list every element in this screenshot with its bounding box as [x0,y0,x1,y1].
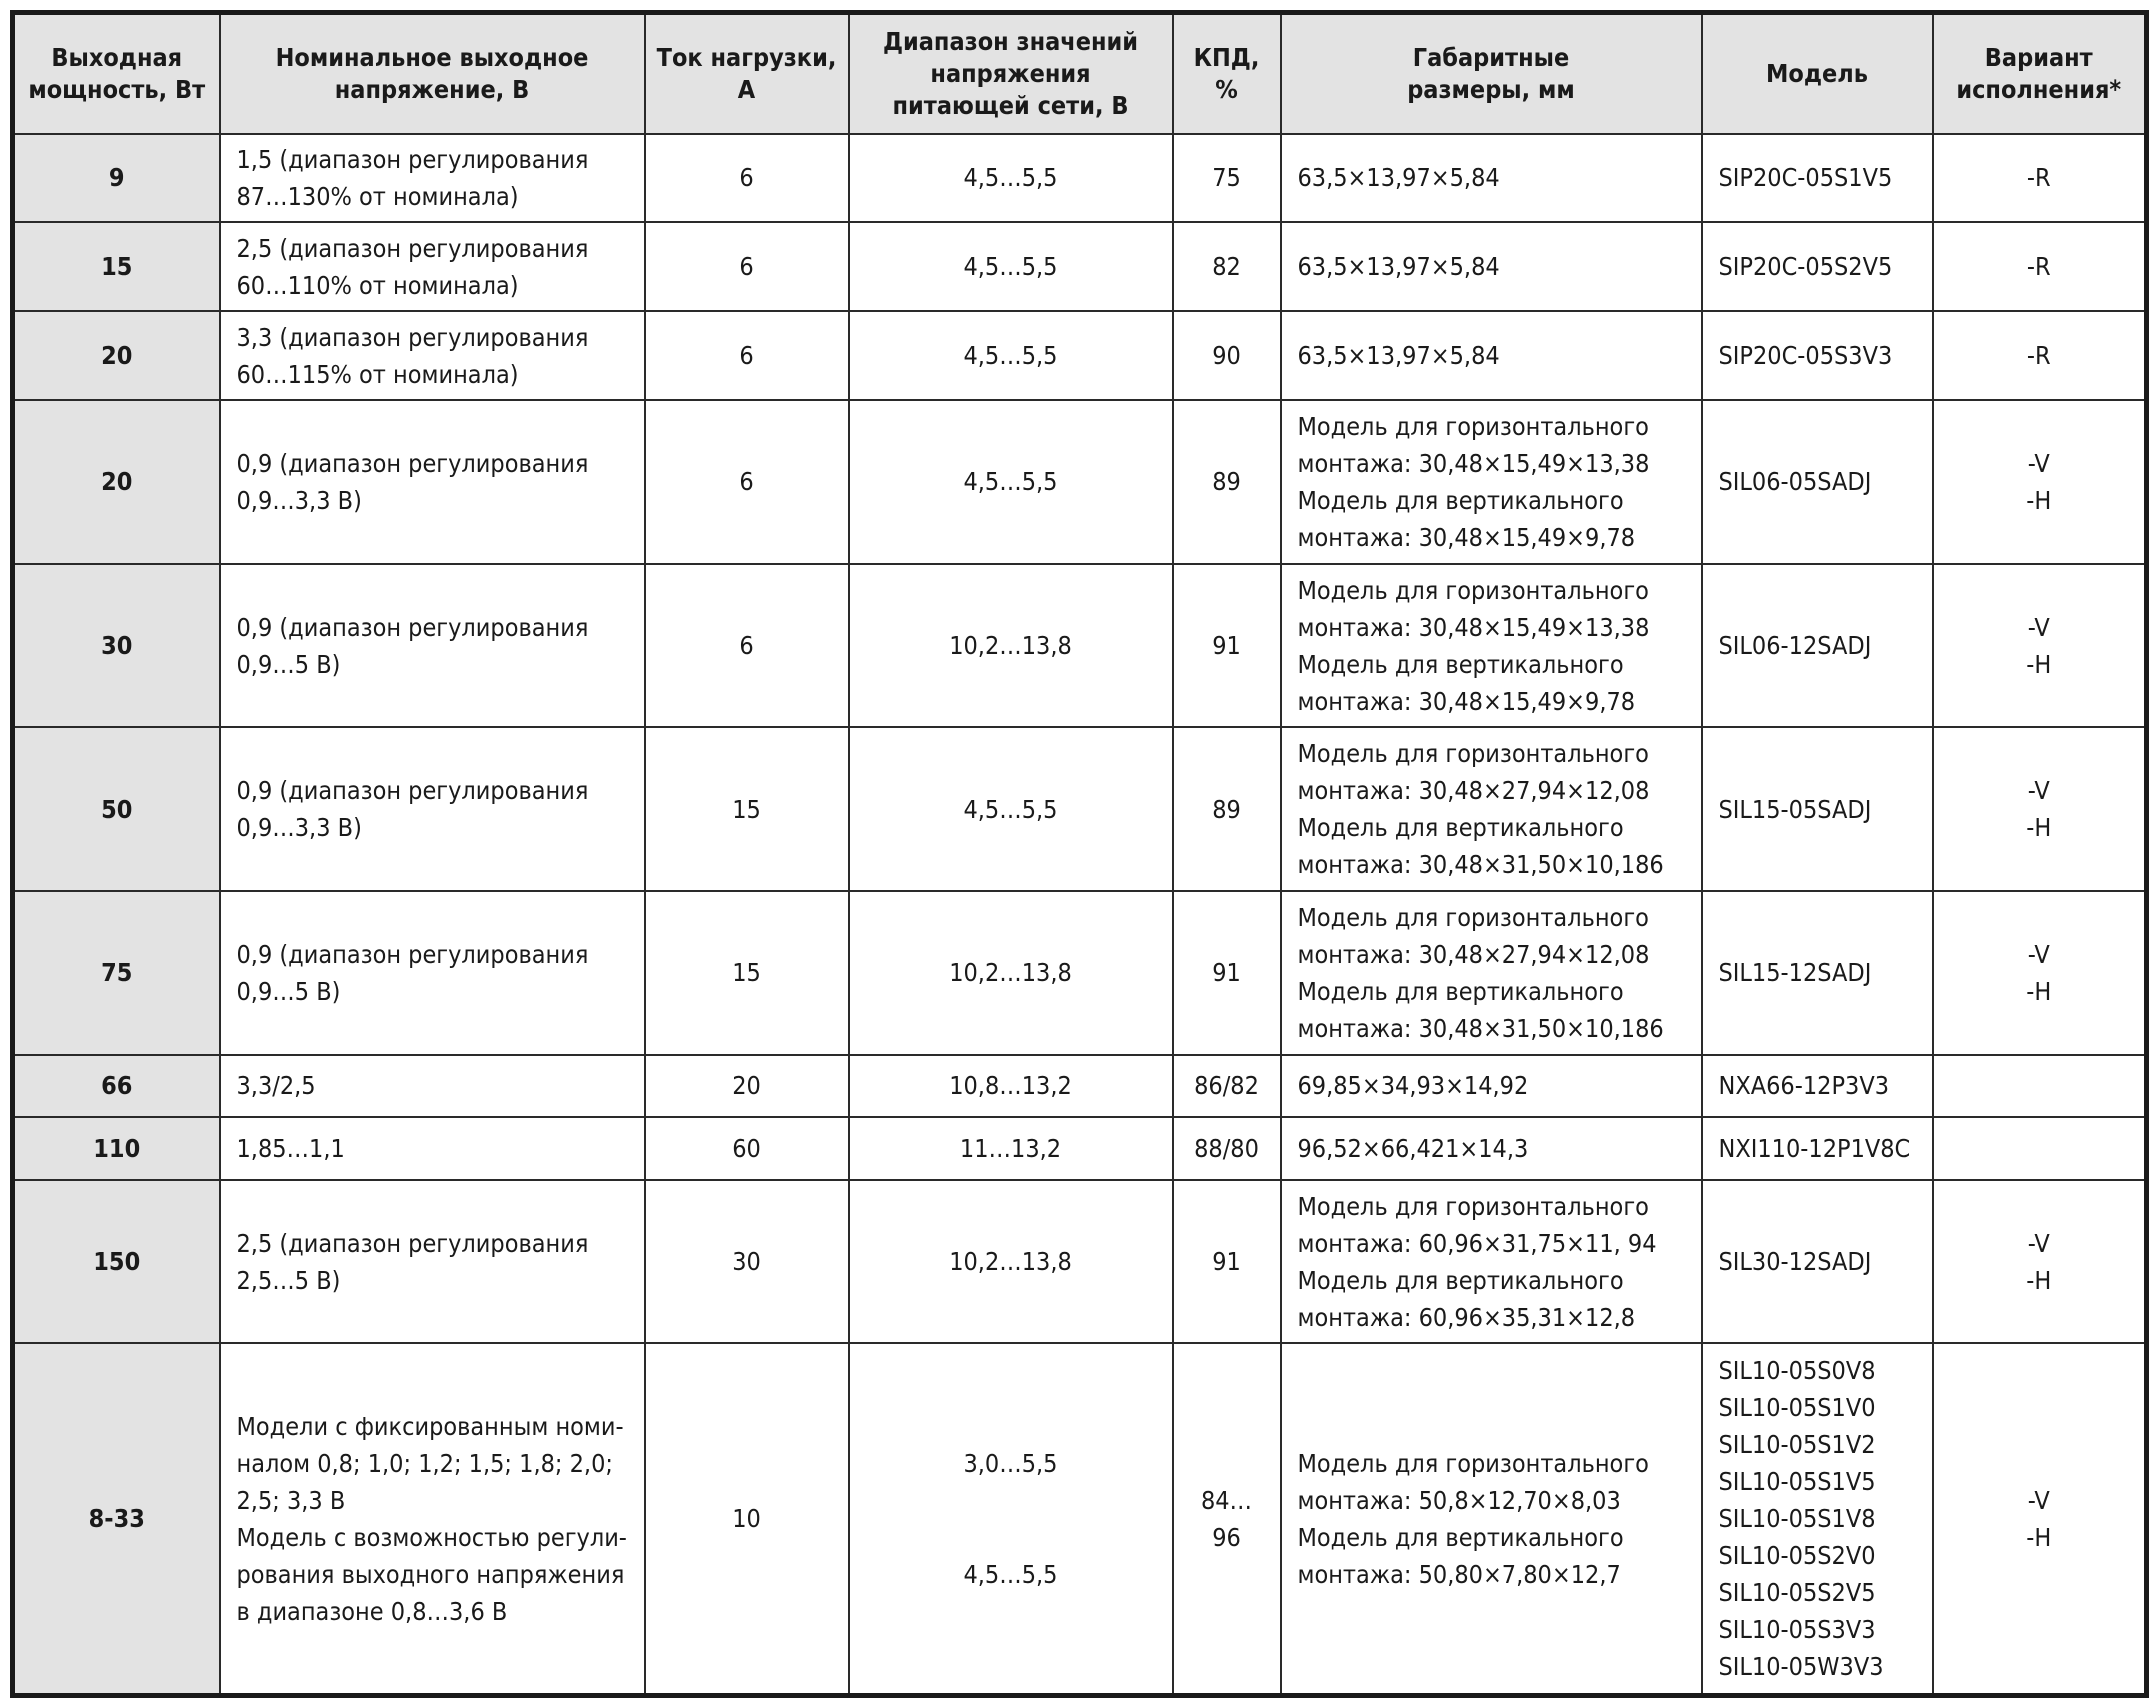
output-voltage-cell [220,222,645,311]
header-line: Диапазон значений [882,26,1139,56]
dimension-line: монтажа: 60,96×31,75×11, 94 [1297,1228,1657,1258]
input-voltage-cell [849,1055,1173,1118]
model-cell [1702,222,1933,311]
header-output-power [13,13,220,134]
model-line: SIL15-05SADJ [1718,794,1872,824]
table-row [13,1055,2147,1118]
input-voltage-cell [849,400,1173,564]
input-voltage-cell [849,1117,1173,1180]
dimension-line: монтажа: 30,48×15,49×9,78 [1297,686,1636,716]
variant-cell [1933,222,2147,311]
output-power-cell: 110 [13,1117,220,1180]
variant-cell [1933,1180,2147,1344]
header-line: Модель [1766,58,1868,88]
efficiency-cell: 82 [1173,222,1281,311]
table-row [13,1343,2147,1695]
dimension-line: Модель для горизонтального [1297,1448,1649,1478]
model-cell [1702,311,1933,400]
model-cell [1702,727,1933,891]
model-cell [1702,891,1933,1055]
variant-line: -H [2026,649,2052,679]
voltage-line: Модели с фиксированным номи- [236,1411,624,1441]
output-voltage-cell [220,400,645,564]
dimensions-cell [1281,222,1702,311]
model-line: SIL10-05W3V3 [1718,1652,1884,1682]
input-voltage-cell [849,1180,1173,1344]
load-current-cell: 30 [645,1180,849,1344]
variant-line: -H [2026,813,2052,843]
voltage-line: 2,5 (диапазон регулирования [236,1228,589,1258]
load-current-cell: 10 [645,1343,849,1695]
voltage-line: 0,9 (диапазон регулирования [236,939,589,969]
dimension-line: 69,85×34,93×14,92 [1297,1071,1529,1101]
voltage-line: 0,9 (диапазон регулирования [236,612,589,642]
header-line: исполнения* [1956,74,2122,104]
voltage-line: 60…110% от номинала) [236,270,519,300]
output-voltage-cell [220,1117,645,1180]
efficiency-cell: 91 [1173,564,1281,728]
variant-line: -H [2026,1522,2052,1552]
voltage-line: 3,3 (диапазон регулирования [236,322,589,352]
output-power-cell: 15 [13,222,220,311]
input-range-line: 4,5…5,5 [963,252,1058,282]
input-range-line: 4,5…5,5 [963,1559,1058,1589]
model-line: SIL10-05S1V0 [1718,1393,1876,1423]
input-range-line: 4,5…5,5 [963,467,1058,497]
output-power-cell: 30 [13,564,220,728]
load-current-cell: 6 [645,564,849,728]
model-cell [1702,134,1933,223]
voltage-line: рования выходного напряжения [236,1559,625,1589]
model-cell [1702,1343,1933,1695]
dimension-line: Модель для вертикального [1297,976,1624,1006]
input-voltage-cell [849,727,1173,891]
variant-line: -V [2027,1485,2050,1515]
header-output-voltage [220,13,645,134]
model-line: SIL10-05S1V5 [1718,1467,1876,1497]
model-line: SIL06-05SADJ [1718,467,1872,497]
dimension-line: Модель для горизонтального [1297,1191,1649,1221]
output-power-cell: 20 [13,311,220,400]
voltage-line: 0,9 (диапазон регулирования [236,448,589,478]
voltage-line: 3,3/2,5 [236,1071,316,1101]
efficiency-cell: 88/80 [1173,1117,1281,1180]
model-line: NXI110-12P1V8C [1718,1133,1911,1163]
variant-cell [1933,311,2147,400]
model-line: SIP20C-05S2V5 [1718,252,1893,282]
variant-line: -R [2026,163,2051,193]
input-range-line: 3,0…5,5 [963,1448,1058,1478]
table-row [13,222,2147,311]
header-line: КПД, [1193,42,1260,72]
model-cell [1702,1117,1933,1180]
voltage-line: 2,5…5 В) [236,1265,341,1295]
input-range-line: 10,8…13,2 [949,1071,1072,1101]
efficiency-cell: 89 [1173,727,1281,891]
power-module-spec-table [10,10,2149,1698]
input-voltage-cell [849,311,1173,400]
voltage-line: 1,85…1,1 [236,1133,345,1163]
efficiency-cell: 89 [1173,400,1281,564]
output-power-cell: 9 [13,134,220,223]
output-voltage-cell [220,311,645,400]
header-line: напряжение, В [334,74,530,104]
dimension-line: монтажа: 30,48×27,94×12,08 [1297,939,1650,969]
voltage-line: 0,9 (диапазон регулирования [236,776,589,806]
input-range-line: 10,2…13,8 [949,958,1072,988]
model-line: SIL10-05S1V2 [1718,1430,1876,1460]
voltage-line: 87…130% от номинала) [236,181,519,211]
dimensions-cell [1281,1343,1702,1695]
dimension-line: монтажа: 30,48×15,49×13,38 [1297,612,1650,642]
dimension-line: Модель для горизонтального [1297,575,1649,605]
dimension-line: монтажа: 60,96×35,31×12,8 [1297,1302,1636,1332]
header-line: питающей сети, В [892,90,1129,120]
header-line: Габаритные [1412,42,1570,72]
dimension-line: Модель для вертикального [1297,485,1624,515]
header-load-current [645,13,849,134]
header-line: % [1215,74,1238,104]
output-voltage-cell [220,1180,645,1344]
table-row [13,400,2147,564]
voltage-line: 2,5; 3,3 В [236,1485,346,1515]
variant-line: -H [2026,1265,2052,1295]
variant-cell [1933,564,2147,728]
output-power-cell: 150 [13,1180,220,1344]
output-voltage-cell [220,727,645,891]
header-line: мощность, Вт [28,74,206,104]
input-range-line: 4,5…5,5 [963,794,1058,824]
variant-line: -V [2027,939,2050,969]
header-input-voltage-range [849,13,1173,134]
load-current-cell: 60 [645,1117,849,1180]
variant-cell [1933,891,2147,1055]
model-line: SIL10-05S1V8 [1718,1504,1876,1534]
voltage-line: 1,5 (диапазон регулирования [236,144,589,174]
model-line: SIL10-05S2V5 [1718,1578,1876,1608]
dimensions-cell [1281,311,1702,400]
model-line: SIP20C-05S1V5 [1718,163,1893,193]
dimension-line: 63,5×13,97×5,84 [1297,163,1500,193]
table-row [13,564,2147,728]
dimension-line: 63,5×13,97×5,84 [1297,252,1500,282]
dimension-line: Модель для горизонтального [1297,739,1649,769]
variant-cell [1933,134,2147,223]
variant-line: -R [2026,341,2051,371]
input-voltage-cell [849,222,1173,311]
variant-cell [1933,1343,2147,1695]
variant-line: -V [2027,612,2050,642]
voltage-line: 0,9…5 В) [236,649,341,679]
header-efficiency [1173,13,1281,134]
output-voltage-cell [220,564,645,728]
input-voltage-cell [849,1343,1173,1695]
voltage-line: 0,9…3,3 В) [236,485,362,515]
header-line: Выходная [51,42,183,72]
dimension-line: монтажа: 30,48×31,50×10,186 [1297,850,1664,880]
header-model [1702,13,1933,134]
model-line: SIP20C-05S3V3 [1718,341,1893,371]
input-voltage-cell [849,134,1173,223]
input-voltage-cell [849,564,1173,728]
variant-cell [1933,1055,2147,1118]
output-power-cell: 75 [13,891,220,1055]
header-row [13,13,2147,134]
header-line: Вариант [1984,42,2093,72]
load-current-cell: 15 [645,891,849,1055]
dimension-line: монтажа: 50,8×12,70×8,03 [1297,1485,1621,1515]
voltage-line: Модель с возможностью регули- [236,1522,627,1552]
table-row [13,134,2147,223]
variant-cell [1933,1117,2147,1180]
voltage-line: 0,9…3,3 В) [236,813,362,843]
variant-cell [1933,400,2147,564]
dimension-line: Модель для вертикального [1297,1522,1624,1552]
model-cell [1702,1180,1933,1344]
header-line: размеры, мм [1407,74,1575,104]
load-current-cell: 6 [645,222,849,311]
header-line: напряжения [930,58,1091,88]
model-cell [1702,564,1933,728]
voltage-line: в диапазоне 0,8…3,6 В [236,1596,508,1626]
efficiency-cell: 91 [1173,891,1281,1055]
output-power-cell: 66 [13,1055,220,1118]
header-line: А [737,74,756,104]
table-row [13,1180,2147,1344]
dimension-line: монтажа: 50,80×7,80×12,7 [1297,1559,1621,1589]
dimension-line: 96,52×66,421×14,3 [1297,1133,1529,1163]
output-voltage-cell [220,891,645,1055]
model-line: SIL10-05S0V8 [1718,1356,1876,1386]
dimension-line: Модель для вертикального [1297,1265,1624,1295]
voltage-line: 0,9…5 В) [236,976,341,1006]
output-power-cell: 50 [13,727,220,891]
dimension-line: Модель для горизонтального [1297,902,1649,932]
input-range-line: 11…13,2 [959,1133,1062,1163]
header-dimensions [1281,13,1702,134]
dimension-line: монтажа: 30,48×15,49×9,78 [1297,522,1636,552]
dimensions-cell [1281,134,1702,223]
load-current-cell: 6 [645,311,849,400]
dimensions-cell [1281,727,1702,891]
dimension-line: Модель для вертикального [1297,649,1624,679]
variant-line: -H [2026,976,2052,1006]
model-cell [1702,400,1933,564]
header-variant [1933,13,2147,134]
input-range-line: 4,5…5,5 [963,341,1058,371]
efficiency-cell: 84…96 [1173,1343,1281,1695]
model-line: SIL15-12SADJ [1718,958,1872,988]
dimensions-cell [1281,891,1702,1055]
voltage-line: 2,5 (диапазон регулирования [236,233,589,263]
voltage-line: 60…115% от номинала) [236,359,519,389]
load-current-cell: 6 [645,400,849,564]
dimensions-cell [1281,564,1702,728]
input-range-line: 10,2…13,8 [949,1247,1072,1277]
table-row [13,1117,2147,1180]
dimension-line: монтажа: 30,48×15,49×13,38 [1297,448,1650,478]
model-line: SIL10-05S2V0 [1718,1541,1876,1571]
table-row [13,891,2147,1055]
dimension-line: монтажа: 30,48×27,94×12,08 [1297,776,1650,806]
model-cell [1702,1055,1933,1118]
output-voltage-cell [220,1055,645,1118]
variant-line: -H [2026,485,2052,515]
model-line: NXA66-12P3V3 [1718,1071,1890,1101]
variant-line: -V [2027,1228,2050,1258]
efficiency-cell: 90 [1173,311,1281,400]
voltage-line: налом 0,8; 1,0; 1,2; 1,5; 1,8; 2,0; [236,1448,613,1478]
variant-line: -R [2026,252,2051,282]
variant-cell [1933,727,2147,891]
input-range-line: 4,5…5,5 [963,163,1058,193]
dimension-line: Модель для горизонтального [1297,411,1649,441]
input-range-line: 10,2…13,8 [949,631,1072,661]
model-line: SIL30-12SADJ [1718,1247,1872,1277]
output-power-cell: 8-33 [13,1343,220,1695]
dimensions-cell [1281,1180,1702,1344]
model-line: SIL10-05S3V3 [1718,1615,1876,1645]
load-current-cell: 15 [645,727,849,891]
load-current-cell: 20 [645,1055,849,1118]
load-current-cell: 6 [645,134,849,223]
efficiency-cell: 86/82 [1173,1055,1281,1118]
dimension-line: Модель для вертикального [1297,813,1624,843]
header-line: Номинальное выходное [275,42,589,72]
dimensions-cell [1281,400,1702,564]
efficiency-cell: 75 [1173,134,1281,223]
output-voltage-cell [220,1343,645,1695]
variant-line: -V [2027,776,2050,806]
output-voltage-cell [220,134,645,223]
efficiency-cell: 91 [1173,1180,1281,1344]
model-line: SIL06-12SADJ [1718,631,1872,661]
dimension-line: монтажа: 30,48×31,50×10,186 [1297,1013,1664,1043]
variant-line: -V [2027,448,2050,478]
dimensions-cell [1281,1055,1702,1118]
dimension-line: 63,5×13,97×5,84 [1297,341,1500,371]
table-row [13,727,2147,891]
output-power-cell: 20 [13,400,220,564]
dimensions-cell [1281,1117,1702,1180]
input-voltage-cell [849,891,1173,1055]
table-row [13,311,2147,400]
header-line: Ток нагрузки, [656,42,837,72]
